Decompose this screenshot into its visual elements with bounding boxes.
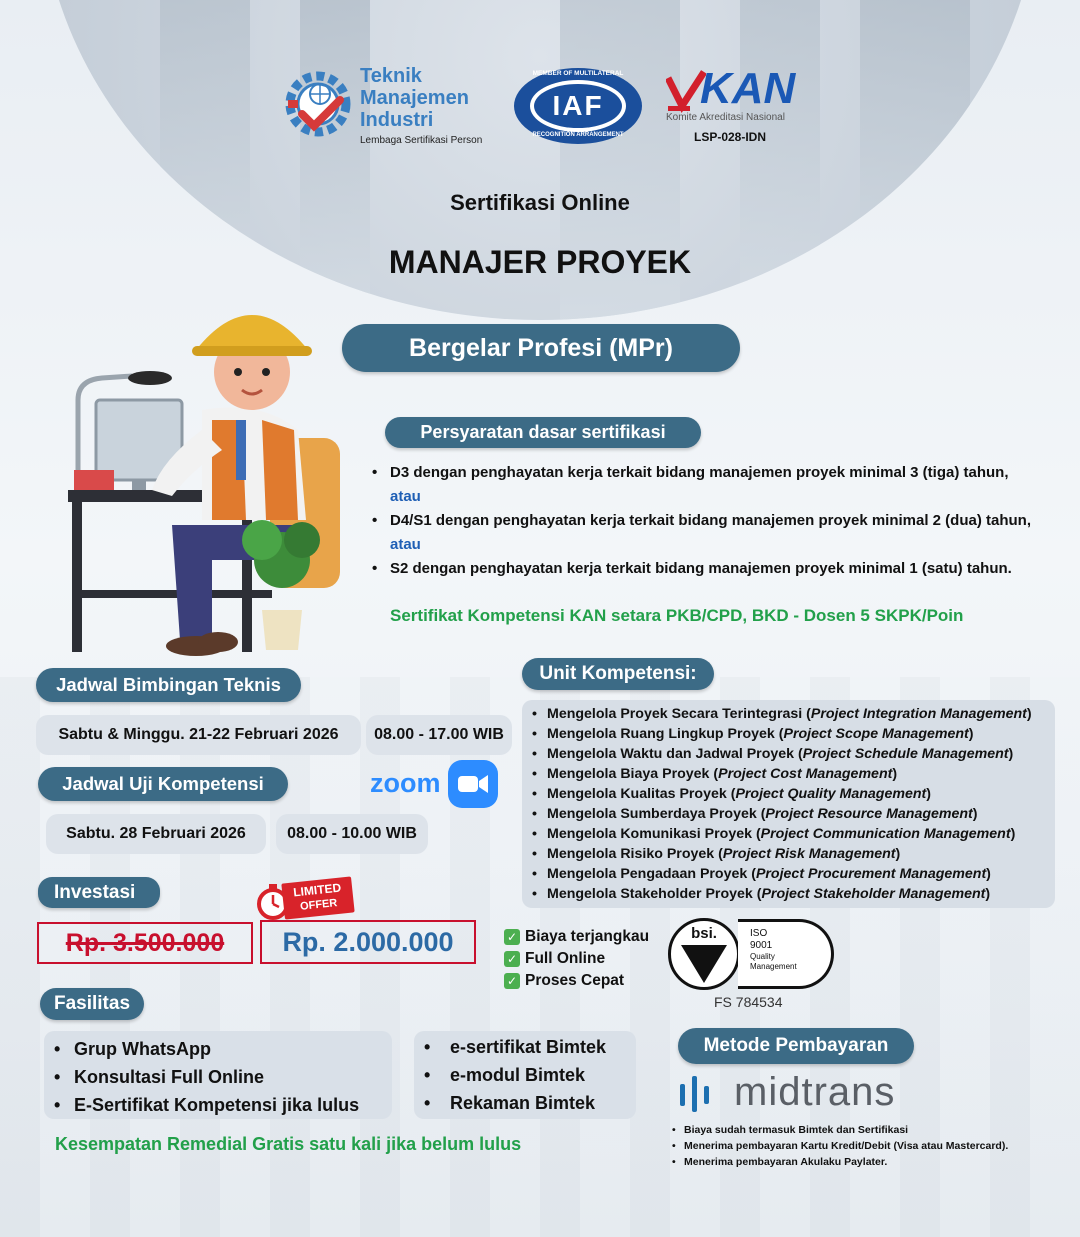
iaf-logo [512,66,644,146]
benefits-list [504,926,649,992]
payment-heading: Metode Pembayaran [678,1028,914,1064]
iaf-ring-bottom: RECOGNITION ARRANGEMENT [532,132,624,138]
check-icon: ✓ [504,929,520,945]
payment-note: • Menerima pembayaran Akulaku Paylater. [670,1154,1070,1170]
unit-item: • Mengelola Stakeholder Proyek (Project Stakeholder Management) [532,884,1049,904]
page-subtitle: Sertifikasi Online [450,190,630,215]
degree-banner: Bergelar Profesi (MPr) [342,324,740,372]
bimtek-time: 08.00 - 17.00 WIB [366,715,512,755]
zoom-label: zoom [370,768,441,798]
worker-illustration [62,290,352,660]
bsi-emblem [668,918,740,990]
iso-pill [738,919,834,989]
midtrans-label: midtrans [734,1070,896,1114]
tmi-title-1: Teknik [360,65,422,87]
unit-item: • Mengelola Risiko Proyek (Project Risk Management) [532,844,1049,864]
facility-item: • Rekaman Bimtek [414,1089,636,1117]
iso-line2: 9001 [750,940,773,951]
bimtek-date: Sabtu & Minggu. 21-22 Februari 2026 [36,715,361,755]
unit-item: • Mengelola Proyek Secara Terintegrasi (Project Integration Management) [532,704,1049,724]
remedial-note: Kesempatan Remedial Gratis satu kali jika belum lulus [55,1134,522,1154]
units-heading: Unit Kompetensi: [522,658,714,690]
engineer-at-desk-icon [62,290,352,660]
unit-item: • Mengelola Biaya Proyek (Project Cost Management) [532,764,1049,784]
certificate-note: Sertifikat Kompetensi KAN setara PKB/CPD, BKD - Dosen 5 SKPK/Poin [390,606,964,625]
facility-item: • E-Sertifikat Kompetensi jika lulus [44,1091,392,1119]
gear-check-icon [280,64,358,146]
unit-item: • Mengelola Kualitas Proyek (Project Quality Management) [532,784,1049,804]
uji-heading: Jadwal Uji Kompetensi [38,767,288,801]
unit-item: • Mengelola Pengadaan Proyek (Project Procurement Management) [532,864,1049,884]
iso-line4: Management [750,962,797,971]
iaf-ring-top: MEMBER OF MULTILATERAL [532,70,624,77]
iaf-text: IAF [552,90,604,121]
benefit-item: ✓ Full Online [504,948,649,970]
requirement-item: • S2 dengan penghayatan kerja terkait bidang manajemen proyek minimal 1 (satu) tahun. [372,557,1056,581]
bsi-brand: bsi. [691,925,717,942]
limited-offer-line1: LIMITED [292,880,342,900]
uji-date: Sabtu. 28 Februari 2026 [46,814,266,854]
iso-line1: ISO [750,928,768,939]
iso-line3: Quality [750,952,775,961]
facility-item: • e-modul Bimtek [414,1061,636,1089]
limited-offer-badge [255,876,355,922]
unit-item: • Mengelola Sumberdaya Proyek (Project Resource Management) [532,804,1049,824]
payment-note: • Menerima pembayaran Kartu Kredit/Debit (Visa atau Mastercard). [670,1138,1070,1154]
tmi-logo [280,64,500,148]
midtrans-bars-icon [678,1074,718,1114]
uji-time: 08.00 - 10.00 WIB [276,814,428,854]
units-list [522,700,1055,908]
tmi-title-3: Industri [360,109,434,131]
facilities-heading: Fasilitas [40,988,144,1020]
kitemark-icon [671,943,737,989]
bsi-iso-badge [668,918,836,1014]
facility-item: • e-sertifikat Bimtek [414,1033,636,1061]
new-price: Rp. 2.000.000 [260,920,476,964]
unit-item: • Mengelola Waktu dan Jadwal Proyek (Project Schedule Management) [532,744,1049,764]
page-title: MANAJER PROYEK [388,244,692,280]
requirement-item: • D4/S1 dengan penghayatan kerja terkait bidang manajemen proyek minimal 2 (dua) tahun, atau [372,509,1056,557]
facility-item: • Grup WhatsApp [44,1035,392,1063]
requirements-list [372,461,1056,581]
requirements-heading: Persyaratan dasar sertifikasi [385,417,701,448]
midtrans-logo [678,1072,938,1114]
facilities-right [414,1031,636,1119]
limited-offer-line2: OFFER [299,897,338,913]
kan-code: LSP-028-IDN [694,130,767,144]
limited-offer-ribbon [281,876,354,919]
old-price: Rp. 3.500.000 [37,922,253,964]
benefit-item: ✓ Biaya terjangkau [504,926,649,948]
check-icon: ✓ [504,951,520,967]
check-icon: ✓ [504,973,520,989]
unit-item: • Mengelola Ruang Lingkup Proyek (Project Scope Management) [532,724,1049,744]
tmi-title-2: Manajemen [360,87,469,109]
facilities-left [44,1031,392,1119]
facility-item: • Konsultasi Full Online [44,1063,392,1091]
investment-heading: Investasi [38,877,160,908]
kan-text: KAN [700,64,796,113]
kan-logo [664,66,804,146]
requirement-item: • D3 dengan penghayatan kerja terkait bidang manajemen proyek minimal 3 (tiga) tahun, atau [372,461,1056,509]
benefit-item: ✓ Proses Cepat [504,970,649,992]
payment-notes [670,1122,1070,1170]
tmi-subtitle: Lembaga Sertifikasi Person [360,135,483,146]
zoom-camera-icon [448,760,498,808]
unit-item: • Mengelola Komunikasi Proyek (Project Communication Management) [532,824,1049,844]
zoom-logo [370,760,500,810]
kan-subtitle: Komite Akreditasi Nasional [666,112,785,123]
payment-note: • Biaya sudah termasuk Bimtek dan Sertifikasi [670,1122,1070,1138]
bsi-cert-number: FS 784534 [714,994,783,1010]
bimtek-heading: Jadwal Bimbingan Teknis [36,668,301,702]
